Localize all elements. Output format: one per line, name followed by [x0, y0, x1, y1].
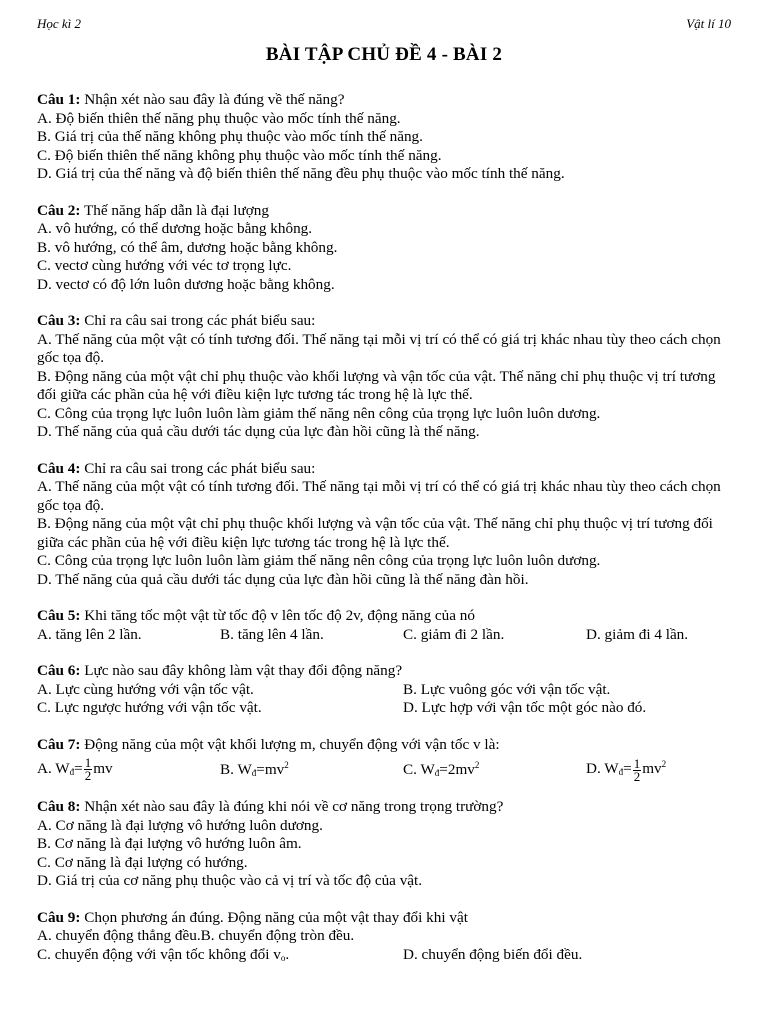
- options-row: [37, 927, 731, 946]
- option-b: B. vô hướng, có thể âm, dương hoặc bằng không.: [37, 238, 338, 256]
- question-6: [37, 662, 731, 718]
- option-b: B. Động năng của một vật chỉ phụ thuộc vào khối lượng và vận tốc của vật. Thế năng chỉ phụ thuộc vị trí tương đối giữa các phần của hệ với điều kiện lực tương tác trong hệ là lực thế.: [37, 367, 716, 403]
- option-b: B. tăng lên 4 lần.: [220, 625, 324, 643]
- option-d: D. Giá trị của thế năng và độ biến thiên thế năng đều phụ thuộc vào mốc tính thế năng.: [37, 165, 565, 182]
- option-c: C. Lực ngược hướng với vận tốc vật.: [37, 699, 262, 716]
- option-b: [220, 756, 403, 783]
- option-d: D. Giá trị của cơ năng phụ thuộc vào cả vị trí và tốc độ của vật.: [37, 872, 423, 889]
- formula-rest: mv: [93, 759, 113, 777]
- options-row: [37, 946, 731, 968]
- option-prefix: B. W: [220, 760, 252, 778]
- option-d: D. Thế năng của quả cầu dưới tác dụng của lực đàn hồi cũng là thế năng đàn hồi.: [37, 570, 529, 588]
- option-c: [403, 756, 586, 783]
- option-c: C. giảm đi 2 lần.: [403, 625, 505, 643]
- question-1: [37, 91, 731, 184]
- question-label: Câu 1:: [37, 91, 81, 108]
- option-c: C. Độ biến thiên thế năng không phụ thuộc vào mốc tính thế năng.: [37, 146, 442, 164]
- question-label: Câu 5:: [37, 607, 81, 624]
- option-b: B. Giá trị của thế năng không phụ thuộc vào mốc tính thế năng.: [37, 128, 423, 145]
- option-d: [586, 755, 731, 782]
- fraction-numerator: 1: [633, 755, 641, 771]
- question-stem: [37, 460, 731, 479]
- question-4: [37, 460, 731, 590]
- question-8: [37, 798, 731, 891]
- question-stem: [37, 202, 731, 221]
- superscript: 2: [661, 759, 667, 770]
- question-text: Chỉ ra câu sai trong các phát biểu sau:: [80, 459, 316, 477]
- question-7: [37, 736, 731, 785]
- option-c: C. Công của trọng lực luôn luôn làm giảm thế năng nên công của trọng lực luôn luôn dương.: [37, 552, 601, 569]
- question-text: Chỉ ra câu sai trong các phát biểu sau:: [80, 312, 316, 329]
- question-text: Nhận xét nào sau đây là đúng về thế năng?: [80, 91, 345, 108]
- question-list: [37, 91, 731, 985]
- question-label: Câu 2:: [37, 201, 81, 219]
- question-stem: [37, 312, 731, 331]
- option-c-text: C. chuyển động với vận tốc không đổi v: [37, 945, 281, 963]
- options-row: [37, 626, 731, 645]
- subscript: o: [280, 952, 286, 963]
- question-stem: [37, 736, 731, 755]
- option-prefix: A. W: [37, 759, 70, 777]
- options-row: [37, 699, 731, 718]
- question-label: Câu 6:: [37, 662, 81, 679]
- option-b: B. Động năng của một vật chỉ phụ thuộc khối lượng và vận tốc của vật. Thế năng chỉ phụ thuộc vị trí tương đối giữa các phần của hệ với điều kiện lực tương tác trong hệ là lực thế.: [37, 515, 713, 551]
- page-title: BÀI TẬP CHỦ ĐỀ 4 - BÀI 2: [265, 44, 503, 65]
- formula-rest: =2mv: [439, 760, 475, 778]
- option-a: A. Độ biến thiên thế năng phụ thuộc vào mốc tính thế năng.: [37, 109, 401, 127]
- question-label: Câu 7:: [37, 735, 81, 753]
- subscript: đ: [251, 767, 257, 778]
- option-c: [37, 946, 403, 968]
- options-row: [37, 681, 731, 700]
- question-label: Câu 3:: [37, 312, 81, 329]
- option-a: A. chuyển động thẳng đều.: [37, 927, 201, 944]
- superscript: 2: [474, 759, 480, 770]
- question-label: Câu 4:: [37, 459, 81, 477]
- option-d: D. Thế năng của quả cầu dưới tác dụng của lực đàn hồi cũng là thế năng.: [37, 423, 480, 440]
- option-a: A. Thế năng của một vật có tính tương đối. Thế năng tại mỗi vị trí có thể có giá trị khác nhau tùy theo cách chọn gốc tọa độ.: [37, 478, 721, 514]
- fraction-denominator: 2: [633, 768, 641, 784]
- option-d: D. Lực hợp với vận tốc một góc nào đó.: [403, 699, 647, 716]
- question-text: Thế năng hấp dẫn là đại lượng: [80, 201, 269, 219]
- fraction: [633, 755, 642, 784]
- option-c: C. vectơ cùng hướng với véc tơ trọng lực.: [37, 257, 292, 274]
- option-a: A. Lực cùng hướng với vận tốc vật.: [37, 680, 254, 698]
- equals: =: [623, 760, 632, 778]
- header-subject: Vật lí 10: [686, 16, 731, 31]
- question-text: Khi tăng tốc một vật từ tốc độ v lên tốc độ 2v, động năng của nó: [80, 607, 475, 624]
- formula-rest: mv: [642, 760, 662, 778]
- options-row: [37, 754, 731, 784]
- question-5: [37, 607, 731, 644]
- superscript: 2: [284, 759, 289, 770]
- option-c-end: .: [285, 945, 290, 963]
- question-text: Lực nào sau đây không làm vật thay đổi động năng?: [80, 662, 403, 679]
- option-prefix: D. W: [586, 760, 619, 778]
- question-3: [37, 312, 731, 442]
- option-b: B. chuyển động tròn đều.: [200, 927, 355, 944]
- subscript: đ: [434, 767, 440, 778]
- header-semester: Học kì 2: [37, 16, 82, 31]
- question-stem: [37, 91, 731, 110]
- question-label: Câu 9:: [37, 908, 81, 926]
- question-text: Chọn phương án đúng. Động năng của một vật thay đổi khi vật: [80, 908, 468, 926]
- option-a: A. vô hướng, có thể dương hoặc bằng không.: [37, 220, 313, 237]
- subscript: đ: [618, 767, 624, 778]
- question-text: Động năng của một vật khối lượng m, chuyển động với vận tốc v là:: [80, 735, 500, 753]
- question-stem: [37, 662, 731, 681]
- question-stem: [37, 909, 731, 928]
- question-text: Nhận xét nào sau đây là đúng khi nói về cơ năng trong trọng trường?: [80, 798, 504, 815]
- option-a: A. tăng lên 2 lần.: [37, 625, 142, 643]
- question-2: [37, 202, 731, 295]
- option-c: C. Công của trọng lực luôn luôn làm giảm thế năng nên công của trọng lực luôn luôn dương.: [37, 404, 601, 422]
- option-a: A. Thế năng của một vật có tính tương đối. Thế năng tại mỗi vị trí có thể có giá trị khác nhau tùy theo cách chọn gốc tọa độ.: [37, 330, 721, 366]
- option-a: A. Cơ năng là đại lượng vô hướng luôn dương.: [37, 816, 323, 834]
- option-b: B. Lực vuông góc với vận tốc vật.: [403, 680, 611, 698]
- option-d: D. vectơ có độ lớn luôn dương hoặc bằng không.: [37, 275, 335, 293]
- equals: =: [74, 759, 83, 777]
- question-stem: [37, 798, 731, 817]
- option-d: D. chuyển động biến đổi đều.: [403, 945, 583, 963]
- question-9: [37, 909, 731, 968]
- option-c: C. Cơ năng là đại lượng có hướng.: [37, 853, 248, 871]
- fraction-numerator: 1: [84, 754, 92, 770]
- option-b: B. Cơ năng là đại lượng vô hướng luôn âm.: [37, 835, 302, 852]
- option-d: D. giảm đi 4 lần.: [586, 625, 689, 643]
- subscript: đ: [69, 766, 75, 777]
- question-stem: [37, 607, 731, 626]
- formula-rest: =mv: [256, 760, 285, 778]
- option-a: [37, 754, 220, 783]
- option-prefix: C. W: [403, 760, 435, 778]
- fraction-denominator: 2: [84, 767, 92, 783]
- fraction: [84, 754, 93, 783]
- page-header: [37, 16, 731, 34]
- question-label: Câu 8:: [37, 798, 81, 815]
